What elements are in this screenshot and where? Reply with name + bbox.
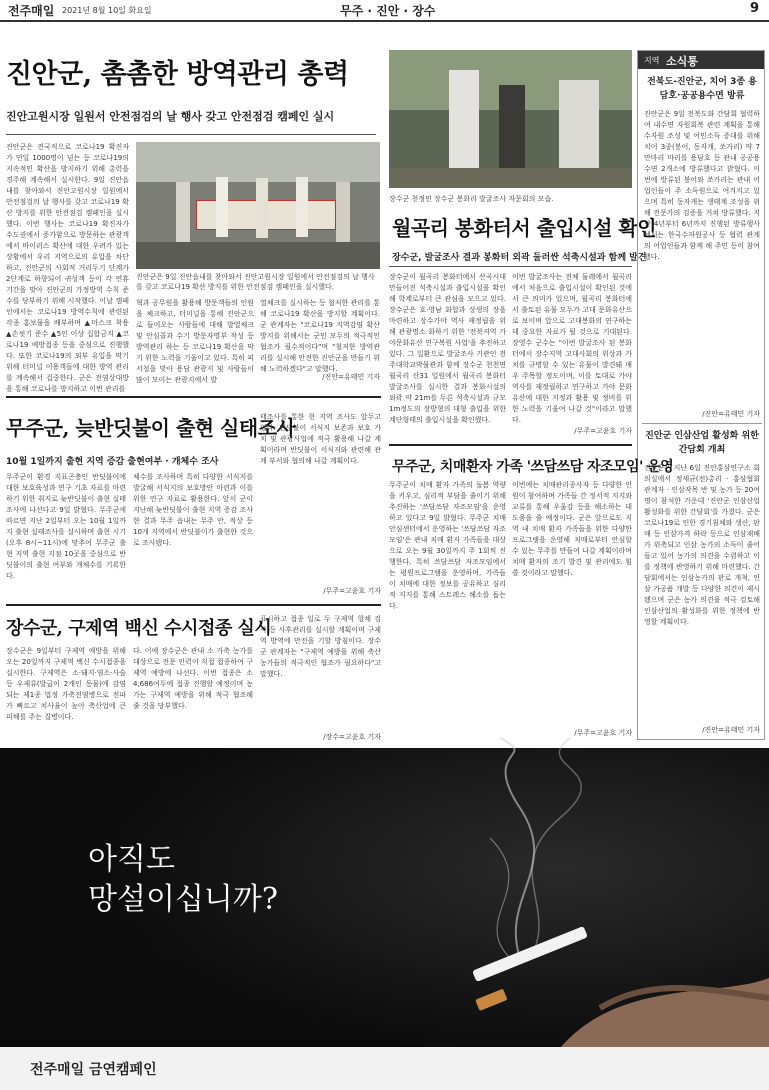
byline: /진안=유태민 기자 [702, 726, 760, 734]
article-body: 진안군은 전국적으로 코로나19 확진자가 연일 1000명이 넘는 등 코로나19의 지속적인 확산을 방지하기 위해 총력을 경주해 계속해서 실시한다. 9일 진안읍내를 찾아와서 진안고원시장 일원에서 안전점검의 날 행사를 갖고 코로나19 확산 방지를 위한 안전점검 캠페인을 실시했다. 이번 행사는 코로나19 확진자가 수도권에서 증가함으로 방문하는 관광객에서 바이러스 확산에 대한 우려가 있는 상황에서 우리 지역으로의 유입을 차단하고, 진안군의 사회적 거리두기 단계가 2단계로 하향되어 귀성객 등이 각 연휴 기간을 맞아 진안군의 가정방역 수칙 준수를 당부하기 위해 시작했다. 이날 캠페인에서는 코로나19 방역수칙에 관련된 각종 홍보물을 배부하며 ▲마스크 착용 ▲손씻기 준수 ▲5인 이상 집합금지 ▲코로나19 예방접종 등을 중심으로 진행했다. 또한 코로나19의 외부 유입을 막기 위해 터미널 이용객들에 대한 방역 관리를 계속해서 집중한다. 군은 전염상대방을 통해 코로나를 방지하고 이번 관리를 [6, 143, 129, 393]
article-body: 열체크를 실시하는 등 철저한 관리를 통해 코로나19 확산을 방지할 계획이다. 군 관계자는 "코로나19 지역감염 확산 방지를 위해서는 군민 모두의 적극적인 협조가 필수적이다"며 "철저한 방역관리를 실시해 안전한 진안군을 만들기 위해 노력하겠다"고 말했다. [260, 299, 380, 373]
sidebar-item-body: 진안군은 지난 6일 진안홍삼연구소 회의실에서 정세균(전)총리 · 홍삼협회 관계자 · 인삼작목 반 및 농가 등 20여명이 참석한 가운데 '진안군 인삼산업 활성화를 위한 간담회'를 가졌다. 군은 코로나19로 인한 경기침체와 생산, 판매 등 인삼가격 하락 등으로 인삼재배가 위축되고 인삼 농가의 소득이 줄어들고 있어 농가의 의견을 수렴하고 이를 정책에 반영하기 위해 마련했다. 간담회에서는 인삼농가의 판로 개척, 인삼 가공품 개발 등 다양한 의견이 제시됐으며 군은 농가 의견을 적극 검토해 인삼산업의 활성화를 위한 정책에 반영할 계획이다. [644, 464, 760, 626]
article-body: 무주군이 환경 지표곤충인 반딧불이에 대한 보호육성과 연구 기초 자료를 마련하기 위한 취지로 늦반딧불이 출현 실태조사에 나선다고 9일 밝혔다. 무주군에 따르면 지난 2일부터 오는 10월 1일까지 출현 실태조사를 실시하며 출현 시기(오후 8시~11시)에 맞추어 무주군 출현 지역 출현 지점 10곳을 중심으로 반딧불이의 출현 여부와 개체수를 기록한다. [6, 473, 126, 580]
article-body: 다. 이에 장수군은 관내 소 가축 농가를 대상으로 전문 인력이 직접 접종하여 구제역 예방에 나선다. 이번 접종은 소 4,686여두에 접종 진행할 예정이며 농가는 구제역 예방을 위해 적극 협조해 줄 것을 당부했다. [133, 647, 253, 710]
page-header [0, 0, 769, 22]
local-news-sidebar [637, 50, 765, 740]
section-title: 무주 · 진안 · 장수 [340, 4, 436, 18]
article-body: 태조사를 통한 현 지역 조사도 앞두고 있다. 반딧불이 서식지 보존과 보호 가치 및 관광사업에 적극 활용해 나갈 계획이라며 반딧불이 서식지와 관련해 관계 부서와 협의해 나갈 계획이다. [260, 413, 381, 465]
sidebar-heading: 소식통 [666, 55, 698, 68]
article-body: 이번 발굴조사는 전체 둘레에서 월곡리에서 처음으로 출입시설이 확인된 것에서 큰 의미가 있으며, 월곡리 봉화터에서 출토된 유물 모두가 고대 문화유산으로 보이며 앞으로 고대봉화의 연구하는데 중요한 자료가 될 것으로 기대된다. 장영수 군수는 "이번 발굴조사 된 봉화터에서 장수지역 고대사회의 위상과 가치를 규명할 수 있는 유물이 발견돼 매우 주목할 정도이며, 이를 토대로 가야 역사를 재정립하고 연구하고 가야 문화유산에 대한 지정과 활용 및 정비를 위한 노력을 기울여 나갈 것"이라고 말했다. [512, 273, 632, 424]
byline: /무주=고윤호 기자 [574, 427, 632, 435]
headline-dementia-group: 무주군, 치매환자 가족 '쓰담쓰담 자조모임' 운영 [392, 459, 674, 475]
sidebar-tag: 지역 [644, 56, 660, 65]
excavation-meeting-photo [389, 50, 632, 188]
headline-fmd-vaccine: 장수군, 구제역 백신 수시접종 실시 [6, 618, 272, 639]
page-number: 9 [750, 1, 760, 16]
ad-line-2: 망설이십니까? [88, 882, 278, 917]
campaign-group-photo [136, 142, 380, 269]
byline: /진안=유태민 기자 [702, 410, 760, 418]
headline-firefly-survey: 무주군, 늦반딧불이 출현 실태조사 [6, 416, 296, 440]
byline: /장수=고윤호 기자 [323, 733, 381, 741]
subhead-jinan-quarantine: 진안고원시장 일원서 안전점검의 날 행사 갖고 안전점검 캠페인 실시 [6, 110, 335, 123]
article-body: 체수를 조사하며 특히 다양한 서식지를 발굴해 서식지의 보호방안 마련과 이를 위한 연구 자료로 활용한다. 앞서 군이 지난해 늦반딧불이 출현 지역 증감 조사한 결과 무주 읍내는 무주 안, 적상 등 10개 지역에서 반딧불이가 출현한 것으로 조사됐다. [133, 473, 253, 547]
byline: /무주=고윤호 기자 [323, 587, 381, 595]
sidebar-item-body: 진안군은 9일 전북도와 간담회 협력하여 내수면 자원회복 관련 계획을 통해 수자원 조성 및 어민소득 증대를 위해 치어 3종(붕어, 동자개, 쏘가리) 약 7만마리 마리를 용담호 등 관내 공공용수면 2개소에 방류했다고 밝혔다. 이번에 방류된 붕어와 쏘가리는 관내 어업인들이 주 소득원으로 여겨지고 있으며 특히 동자개는 생태계 조성을 위해 전문가의 검증을 거쳐 방류했다. 지난 4년부터 6년까지 진행된 방류행사에서는 한국수자원공사 등 협력 관계의 어업인들과 함께 해 주민 등이 참여했다. [644, 110, 760, 261]
headline-jinan-quarantine: 진안군, 촘촘한 방역관리 총력 [6, 59, 349, 90]
ad-campaign-bar [0, 1047, 769, 1090]
subhead-firefly-survey: 10월 1일까지 출현 지역 증감 출현여부 · 개체수 조사 [6, 457, 219, 467]
ad-headline [88, 840, 278, 920]
byline: /진안=유태민 기자 [322, 373, 380, 381]
headline-bonghwa-site: 월곡리 봉화터서 출입시설 확인 [392, 216, 657, 240]
newspaper-name: 전주매일 [8, 4, 55, 18]
article-body: 표시하고 접종 일로 두 구제역 항체 검사 등 사후관리를 실시할 계획이며 구제역 방역에 만전을 기할 방침이다. 장수군 관계자는 "구제역 예방을 위해 축산 농가들의 적극적인 협조가 필요하다"고 말했다. [260, 615, 381, 678]
sidebar-item-title: 진안군 인삼산업 활성화 위한 간담회 개최 [645, 431, 759, 455]
subhead-bonghwa-site: 장수군, 발굴조사 결과 봉화터 외곽 둘러싼 석축시설과 함께 발견 [392, 253, 647, 263]
article-body: 장수군은 9일부터 구제역 예방을 위해 오는 20일까지 구제역 백신 수시접종을 실시한다. 구제역은 소·돼지·염소·사슴 등 우제류(발굽이 2개인 동물)에 감염되는 제1종 법정 가축전염병으로 전파가 빠르고 치사율이 높아 축산업에 큰 피해를 주는 질병이다. [6, 647, 126, 721]
ad-campaign-label: 전주매일 금연캠페인 [30, 1062, 157, 1078]
sidebar-item-title: 전북도-진안군, 치어 3종 용담호·공공용수면 방류 [647, 77, 757, 101]
photo-caption: 장수군 천정민 장수군 봉화리 발굴조사 자문회의 모습. [389, 195, 554, 203]
article-body: 장수군이 월곡리 봉화터에서 산곡시대 만들어진 석축시설과 출입시설을 확인해 학계로부터 큰 관심을 모으고 있다. 장수군은 호·영남 화합과 상생의 장을 마련하고 장수가야 역사 재정립을 위해 관광명소 화하기 위한 '전북지역 가야문화유산 연구복원 사업'을 추진하고 있다. 그 일환으로 발굴조사 기관인 전주대학교박물관과 함께 장수군 천천면 월곡리 산31 일원에서 월곡리 봉화터 발굴조사를 실시한 결과 봉화시설의 외곽 약 21m를 두른 석축시설과 규모 1m정도의 장방형의 대형 출입을 위한 계단형태의 출입시설을 확인했다. [389, 273, 506, 424]
byline: /무주=고윤호 기자 [574, 729, 632, 737]
photo-caption: 진안군은 9일 진안읍내를 찾아와서 진안고원시장 일원에서 안전점검의 날 행사를 갖고 코로나19 확산 방지를 위한 안전점검 캠페인을 실시했다. [136, 273, 375, 291]
issue-date: 2021년 8월 10일 화요일 [62, 6, 152, 15]
article-body: 무주군이 치매 환자 가족의 돌봄 역량을 키우고, 심리적 부담을 줄이기 위해 추진하는 '쓰담쓰담 자조모임'을 운영하고 있다고 9일 밝혔다. 무주군 치매안심센터에서 운영하는 '쓰담쓰담 자조모임'은 관내 치매 환자 가족들을 대상으로 오는 9월 30일까지 주 1회씩 진행한다. 특히 쓰담쓰담 자조모임에서는 평원프로그램을 운영하며, 가족들이 치매에 대한 정보를 공유하고 심리적 지지를 통해 스트레스 해소를 돕는다. [389, 481, 506, 610]
ad-line-1: 아직도 [88, 842, 175, 877]
article-body: 이번에는 치매관리종사자 등 다양한 인원이 참여하며 가족들 간 정서적 지지와 교류를 통해 우울감 등을 해소하는 데 도움을 줄 예정이다. 군은 앞으로도 지역 내 치매 환자 가족들을 위한 다양한 프로그램을 운영해 치매로부터 안심할 수 있는 무주를 만들어 나갈 계획이라며 치매 환자의 조기 발견 및 관리에도 힘쓸 것이라고 말했다. [512, 481, 632, 577]
anti-smoking-ad [0, 748, 769, 1090]
article-body: 혁과 공무원을 활용해 방문객들의 인원을 체크하고, 터미널을 통해 진안군으로 들어오는 사람들에 대해 발열체크 및 안심콜과 수기 방문자명부 작성 등 방역관리 하는 등 코로나19 확산을 막기 위한 노력을 기울이고 있다. 특히 피서철을 맞아 용담 관광지 및 사람들이 많이 모이는 관광지에서 발 [136, 299, 254, 384]
